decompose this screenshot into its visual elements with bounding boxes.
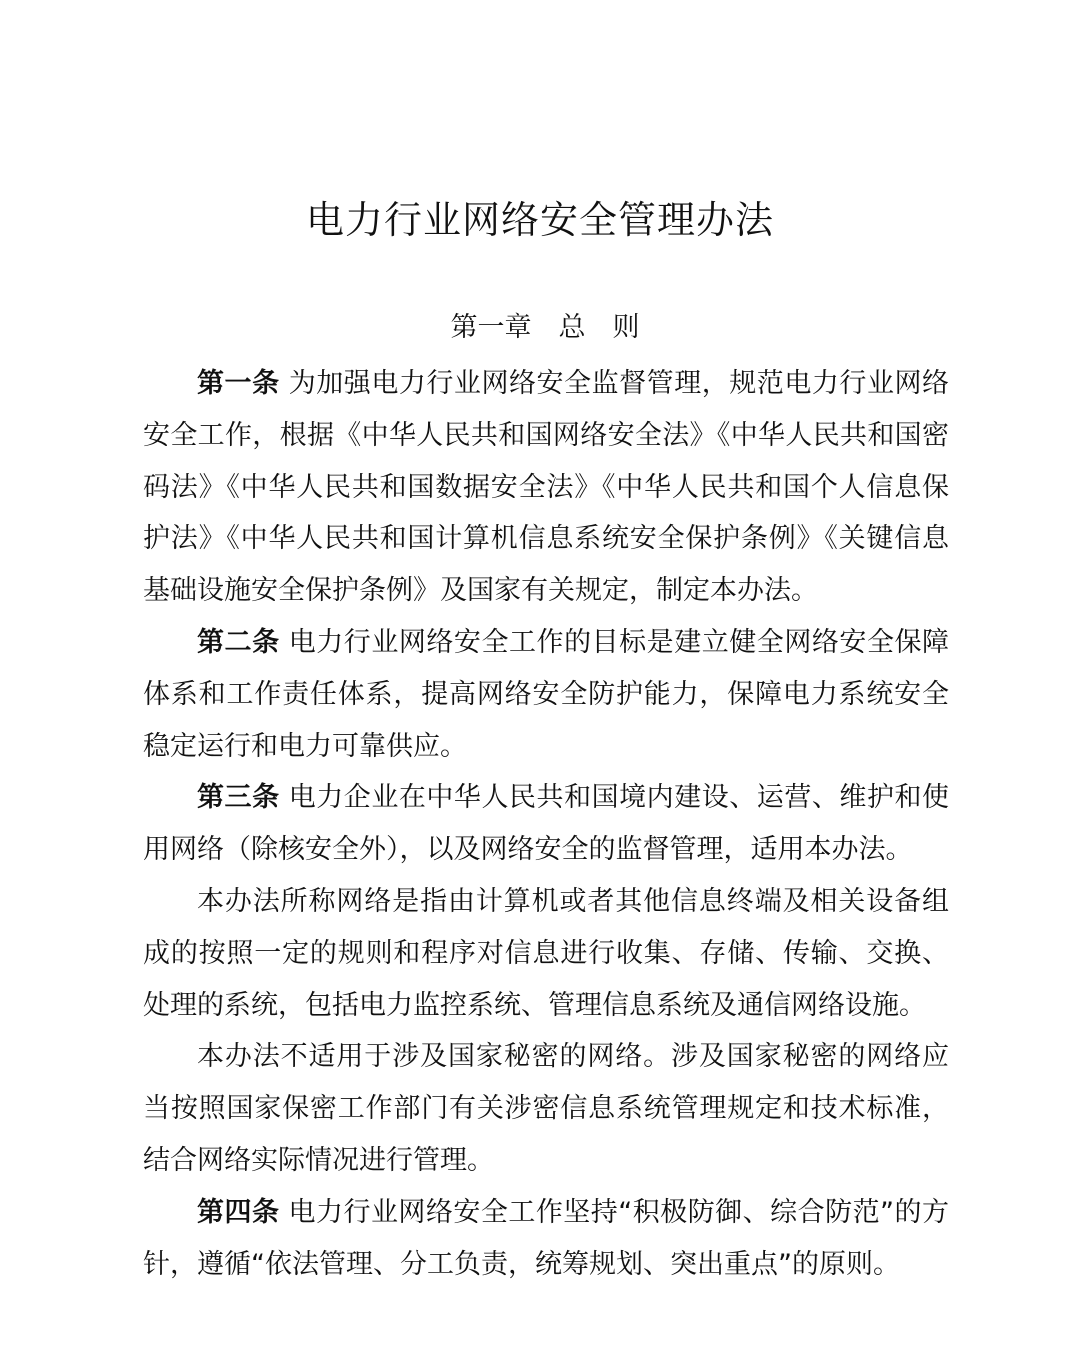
article-number: 第四条 bbox=[197, 1196, 280, 1228]
document-body bbox=[143, 358, 949, 1290]
paragraph-text: 电力企业在中华人民共和国境内建设、运营、维护和使用网络（除核安全外），以及网络安全的监督管理，适用本办法。 bbox=[143, 782, 950, 866]
chapter-heading: 第一章 总 则 bbox=[450, 312, 640, 343]
article-number: 第三条 bbox=[197, 782, 280, 814]
exclusion-paragraph bbox=[143, 1031, 949, 1186]
article-sep bbox=[280, 627, 289, 658]
article-4-paragraph bbox=[143, 1187, 949, 1291]
network-definition-paragraph bbox=[143, 876, 949, 1031]
article-sep bbox=[280, 368, 289, 399]
paragraph-text: 本办法所称网络是指由计算机或者其他信息终端及相关设备组成的按照一定的规则和程序对信息进行收集、存储、传输、交换、处理的系统，包括电力监控系统、管理信息系统及通信网络设施。 bbox=[143, 885, 949, 1021]
article-sep bbox=[279, 1197, 288, 1228]
paragraph-text: 电力行业网络安全工作坚持“积极防御、综合防范”的方针，遵循“依法管理、分工负责，统筹规划、突出重点”的原则。 bbox=[143, 1196, 949, 1280]
document-title: 电力行业网络安全管理办法 bbox=[305, 198, 774, 242]
article-number: 第一条 bbox=[197, 368, 280, 399]
article-sep bbox=[280, 782, 289, 813]
article-number: 第二条 bbox=[197, 626, 280, 658]
article-2-paragraph bbox=[143, 617, 949, 772]
paragraph-text: 本办法不适用于涉及国家秘密的网络。涉及国家秘密的网络应当按照国家保密工作部门有关涉密信息系统管理规定和技术标准，结合网络实际情况进行管理。 bbox=[143, 1041, 949, 1176]
paragraph-text: 为加强电力行业网络安全监督管理，规范电力行业网络安全工作，根据《中华人民共和国网络安全法》《中华人民共和国密码法》《中华人民共和国数据安全法》《中华人民共和国个人信息保护法》《中华人民共和国计算机信息系统安全保护条例》《关键信息基础设施安全保护条例》及国家有关规定，制定本办法。 bbox=[143, 368, 950, 607]
article-3-paragraph bbox=[143, 772, 949, 876]
article-1-paragraph bbox=[143, 358, 949, 617]
paragraph-text: 电力行业网络安全工作的目标是建立健全网络安全保障体系和工作责任体系，提高网络安全防护能力，保障电力系统安全稳定运行和电力可靠供应。 bbox=[143, 626, 950, 762]
